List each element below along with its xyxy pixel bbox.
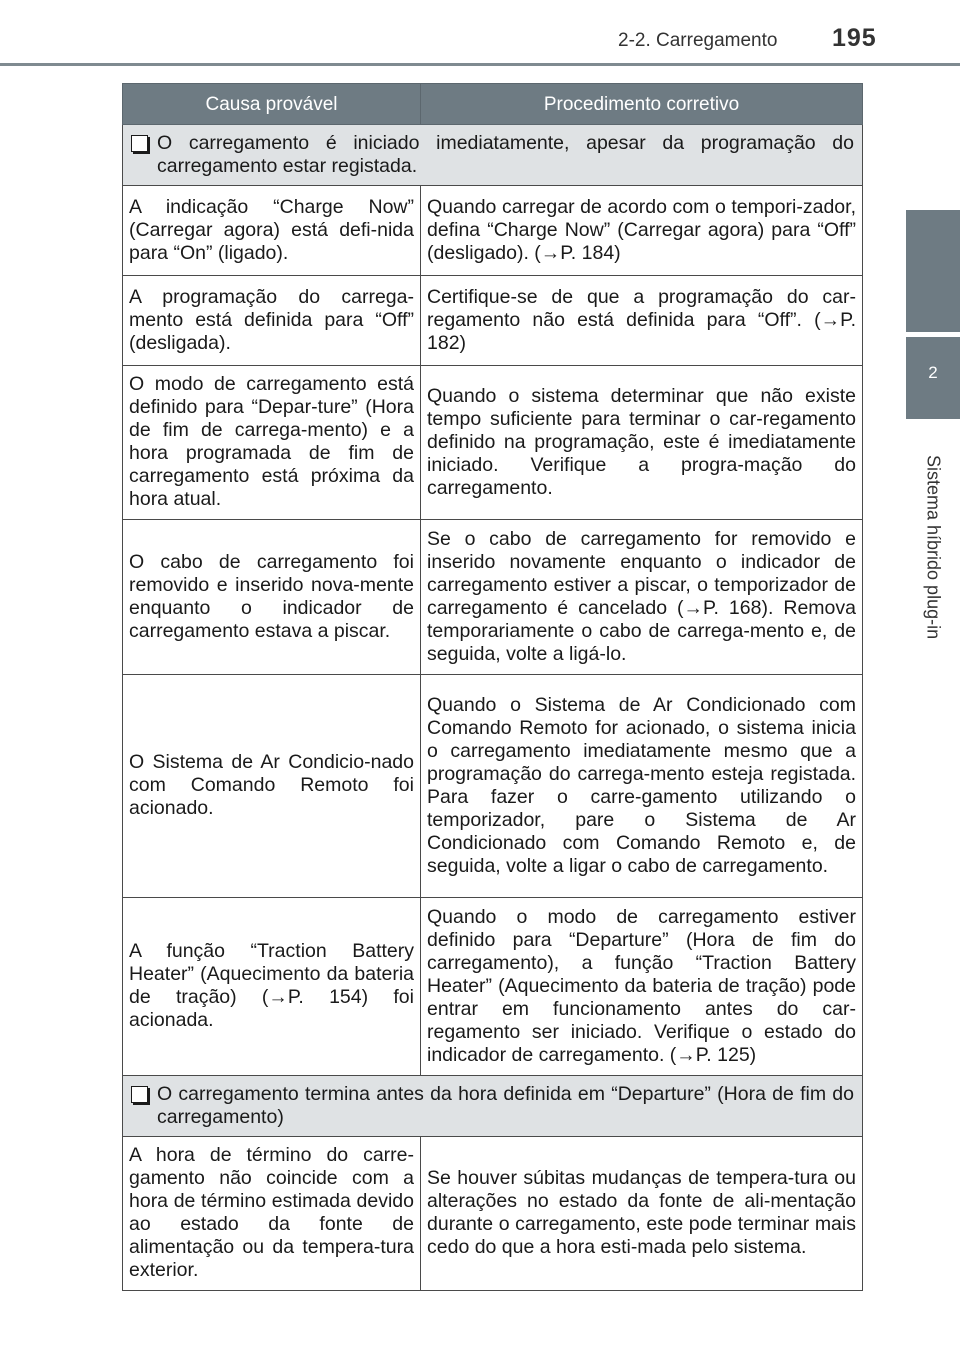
condition-row [123, 1076, 863, 1137]
section-title: 2-2. Carregamento [618, 30, 778, 51]
condition-cell [123, 125, 863, 186]
condition-text: O carregamento é iniciado imediatamente, apesar da programação do carregamento estar registada. [157, 132, 854, 177]
chapter-title-vertical [918, 430, 948, 665]
procedure-cell: Quando carregar de acordo com o tempori-zador, defina “Charge Now” (Carregar agora) para “Off” (desligado). (→P. 184) [421, 186, 863, 276]
cause-cell: A indicação “Charge Now” (Carregar agora) está defi-nida para “On” (ligado). [123, 186, 421, 276]
table-row [123, 520, 863, 675]
chapter-title: Sistema híbrido plug-in [923, 455, 944, 640]
cause-cell: O modo de carregamento está definido para “Depar-ture” (Hora de fim de carrega-mento) e a hora programada de fim de carregamento está próxima da hora atual. [123, 366, 421, 520]
chapter-number: 2 [928, 363, 938, 382]
table-header-row [123, 84, 863, 125]
procedure-cell: Quando o modo de carregamento estiver definido para “Departure” (Hora de fim do carregamento), a função “Traction Battery Heater” (Aquecimento da bateria de tração) pode entrar em funcionamento antes do car-regamento ser iniciado. Verifique o estado do indicador de carregamento. (→P. 125) [421, 898, 863, 1076]
cause-cell: A hora de término do carre-gamento não coincide com a hora de término estimada devido ao estado da fonte de alimentação ou da tempera-tura exterior. [123, 1137, 421, 1291]
chapter-tab-spacer [906, 210, 960, 332]
condition-cell [123, 1076, 863, 1137]
page-number: 195 [832, 24, 877, 52]
cause-cell: A programação do carrega-mento está definida para “Off” (desligada). [123, 276, 421, 366]
column-header-procedure: Procedimento corretivo [421, 84, 863, 125]
table-row [123, 1137, 863, 1291]
table-row [123, 276, 863, 366]
table-row [123, 186, 863, 276]
checkbox-bullet-icon [131, 1086, 148, 1103]
cause-cell: A função “Traction Battery Heater” (Aquecimento da bateria de tração) (→P. 154) foi acionada. [123, 898, 421, 1076]
condition-text: O carregamento termina antes da hora definida em “Departure” (Hora de fim do carregamento) [157, 1083, 854, 1128]
condition-row [123, 125, 863, 186]
procedure-cell: Se o cabo de carregamento for removido e inserido novamente enquanto o indicador de carregamento estiver a piscar, o temporizador de carregamento é cancelado (→P. 168). Remova temporariamente o cabo de carrega-mento e, de seguida, volte a ligá-lo. [421, 520, 863, 675]
procedure-cell: Quando o sistema determinar que não existe tempo suficiente para terminar o car-regamento definido na programação, este é imediatamente iniciado. Verifique a progra-mação do carregamento. [421, 366, 863, 520]
table-row [123, 675, 863, 898]
cause-cell: O Sistema de Ar Condicio-nado com Comando Remoto foi acionado. [123, 675, 421, 898]
troubleshooting-table [122, 83, 863, 1291]
procedure-cell: Certifique-se de que a programação do car-regamento não está definida para “Off”. (→P. 182) [421, 276, 863, 366]
table-row [123, 366, 863, 520]
table-row [123, 898, 863, 1076]
cause-cell: O cabo de carregamento foi removido e inserido nova-mente enquanto o indicador de carregamento estava a piscar. [123, 520, 421, 675]
procedure-cell: Quando o Sistema de Ar Condicionado com Comando Remoto for acionado, o sistema inicia o carregamento imediatamente mesmo que a programação do carrega-mento esteja registada. Para fazer o carre-gamento utilizando o temporizador, pare o Sistema de Ar Condicionado com Comando Remoto e, de seguida, volte a ligar o cabo de carregamento. [421, 675, 863, 898]
chapter-tab [906, 337, 960, 419]
procedure-cell: Se houver súbitas mudanças de tempera-tura ou alterações no estado da fonte de ali-mentação durante o carregamento, este pode terminar mais cedo do que a hora esti-mada pelo sistema. [421, 1137, 863, 1291]
header-divider [0, 63, 960, 66]
column-header-cause: Causa provável [123, 84, 421, 125]
checkbox-bullet-icon [131, 135, 148, 152]
